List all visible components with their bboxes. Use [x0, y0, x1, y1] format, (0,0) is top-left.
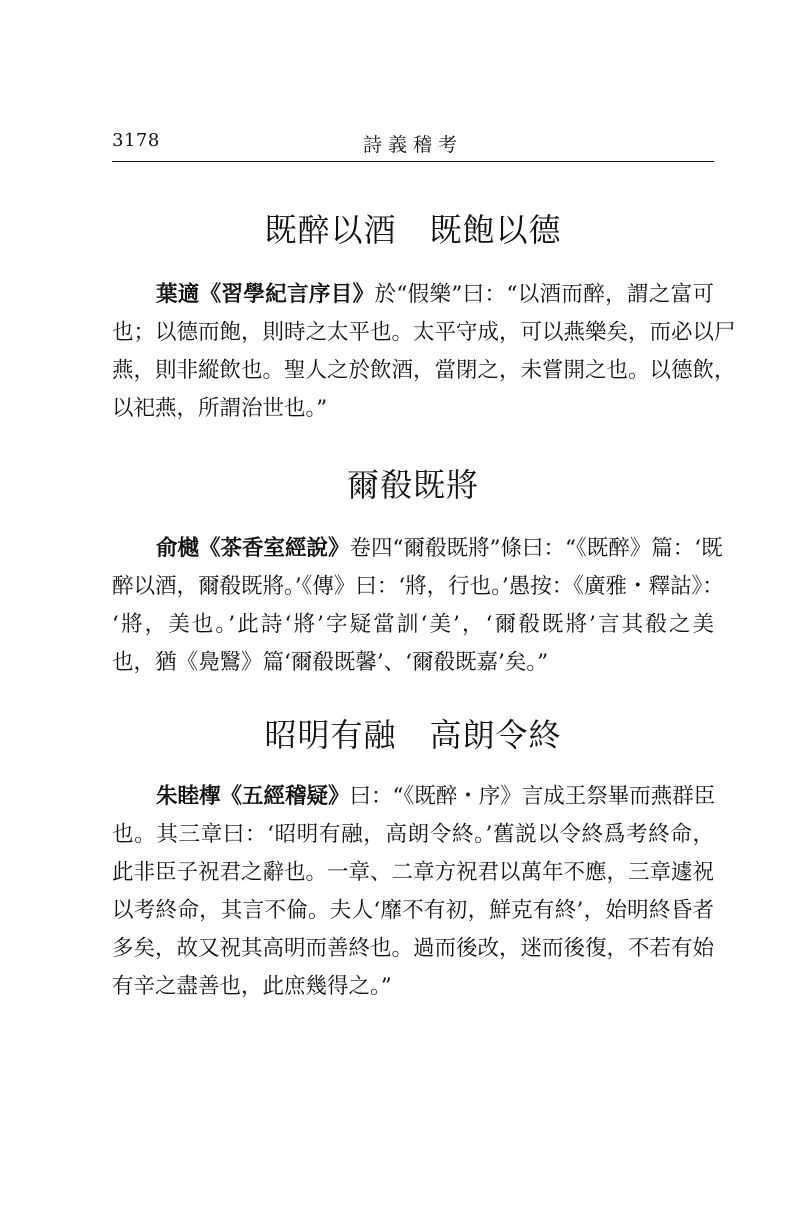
line-text: 於“假樂”曰：“以酒而醉，謂之富可	[374, 282, 714, 307]
paragraph-line: 以祀燕，所謂治世也。”	[112, 396, 328, 421]
paragraph-3	[112, 778, 714, 1006]
paragraph-line: 也，猶《鳧鷖》篇‘爾殽既馨’、‘爾殽既嘉’矣。”	[112, 650, 549, 675]
work-title: 《習學紀言序目》	[199, 282, 375, 307]
paragraph-line: 有辛之盡善也，此庶幾得之。”	[112, 974, 392, 999]
paragraph-2	[112, 530, 724, 682]
section-title-2: 爾殽既將	[346, 466, 479, 504]
running-header	[112, 126, 714, 160]
paragraph-line: 此非臣子祝君之辭也。一章、二章方祝君以萬年不應，三章遽祝	[112, 860, 715, 885]
paragraph-line: 多矣，故又祝其高明而善終也。過而後改，迷而後復，不若有始	[112, 936, 715, 961]
paragraph-1	[112, 276, 736, 428]
paragraph-line: 也；以德而飽，則時之太平也。太平守成，可以燕樂矣，而必以尸	[112, 320, 736, 345]
section-title-1: 既醉以酒 既飽以德	[264, 211, 562, 249]
work-title: 《茶香室經說》	[199, 536, 350, 561]
header-rule	[112, 161, 714, 162]
paragraph-line: 也。其三章曰：‘昭明有融，高朗令終。’舊説以令終爲考終命，	[112, 822, 714, 847]
paragraph-line: 以考終命，其言不倫。夫人‘靡不有初，鮮克有終’，始明終昏者	[112, 898, 714, 923]
author-name: 葉適	[156, 282, 200, 307]
page-number: 3178	[112, 130, 160, 151]
paragraph-line	[112, 276, 714, 314]
paragraph-line	[112, 778, 714, 816]
running-title: 詩義稽考	[362, 134, 463, 156]
paragraph-line	[112, 530, 723, 568]
line-text: 曰：“《既醉・序》言成王祭畢而燕群臣	[349, 784, 716, 809]
work-title: 《五經稽疑》	[220, 784, 350, 809]
section-title-3: 昭明有融 高朗令終	[264, 716, 562, 754]
paragraph-line: 醉以酒，爾殽既將。’《傳》曰：‘將，行也。’愚按：《廣雅・釋詁》：	[112, 574, 724, 599]
author-name: 朱睦㮮	[156, 784, 221, 809]
paragraph-line: ‘將，美也。’此詩‘將’字疑當訓‘美’，‘爾殽既將’言其殽之美	[112, 612, 714, 637]
line-text: 卷四“爾殽既將”條曰：“《既醉》篇：‘既	[349, 536, 723, 561]
paragraph-line: 燕，則非縱飲也。聖人之於飲酒，當閉之，未嘗開之也。以德飲，	[112, 358, 736, 383]
author-name: 俞樾	[156, 536, 200, 561]
